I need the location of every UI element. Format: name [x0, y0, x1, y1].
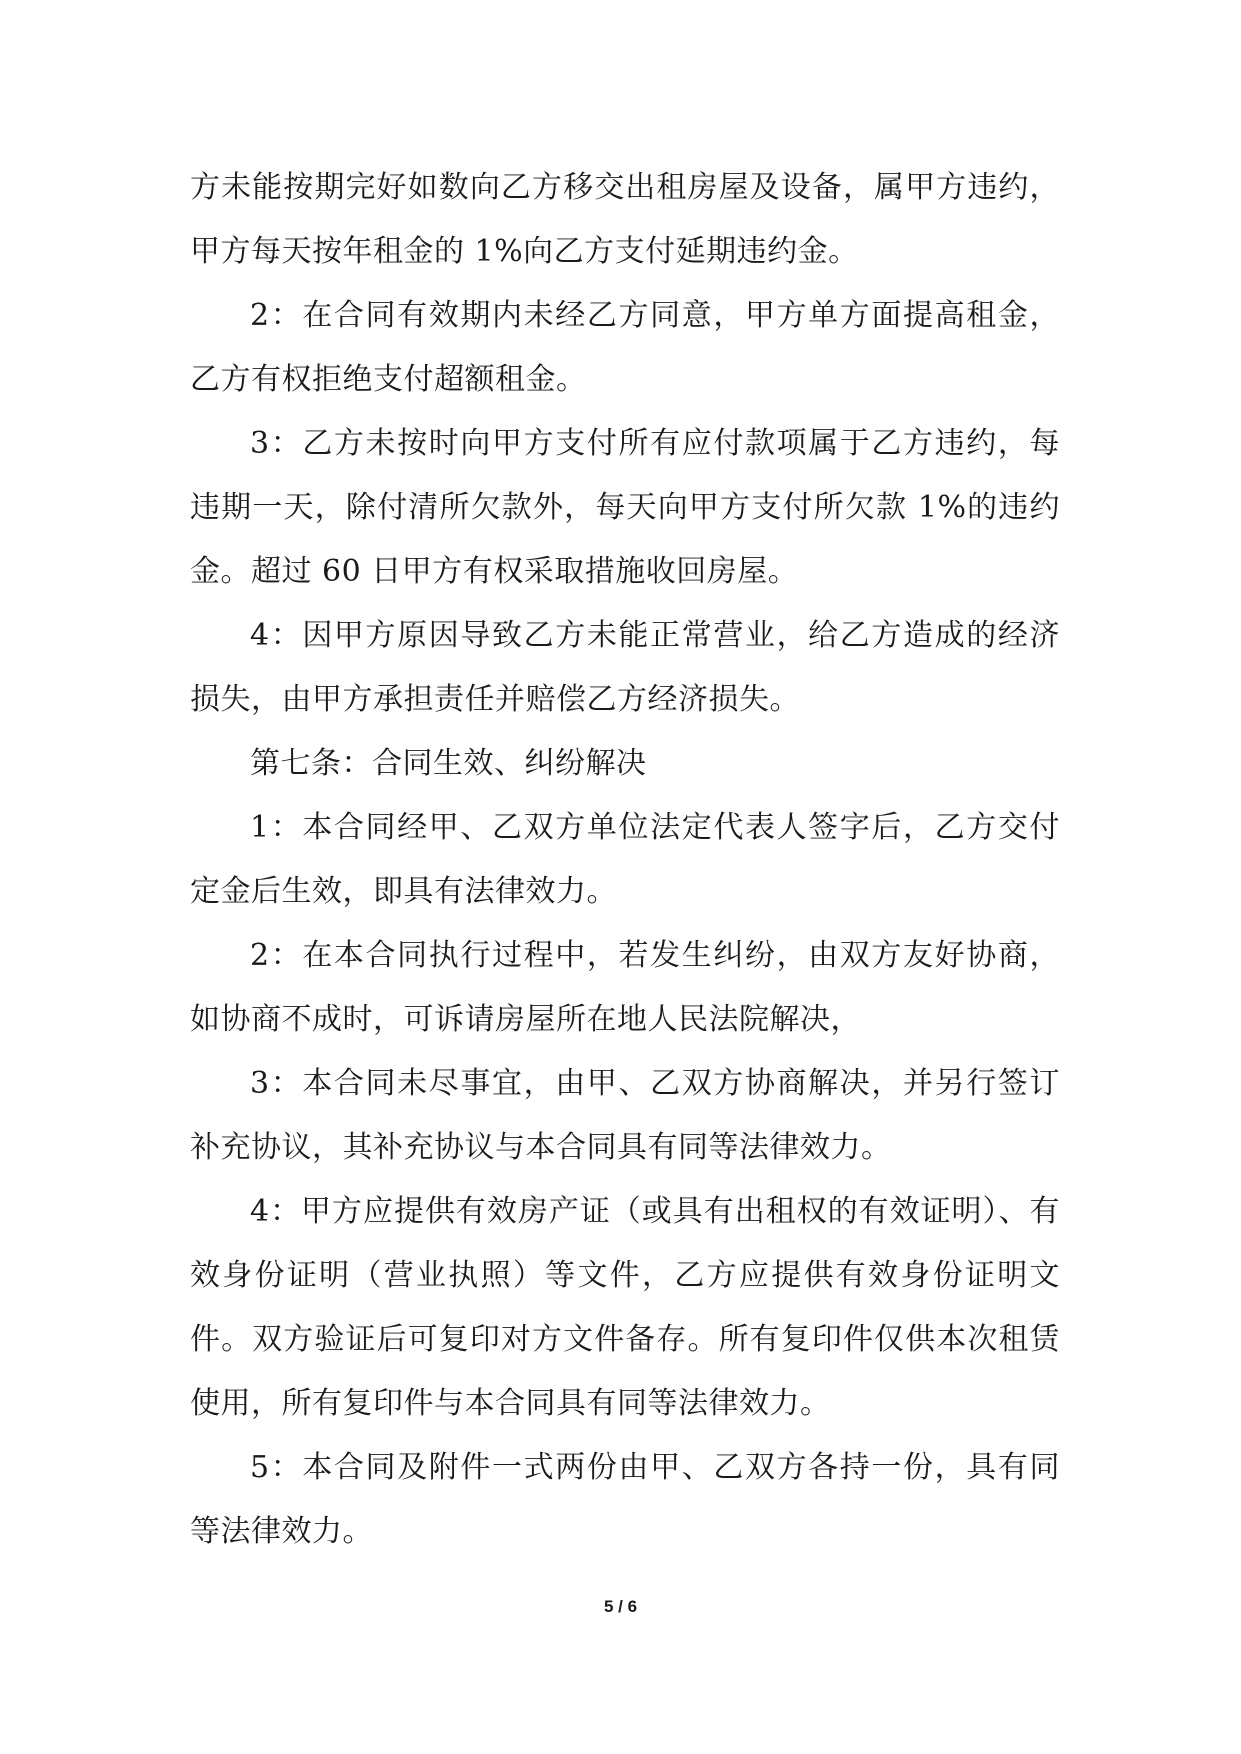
paragraph-article-7-clause-3: 3：本合同未尽事宜，由甲、乙双方协商解决，并另行签订补充协议，其补充协议与本合同具有同等法律效力。: [190, 1066, 1060, 1165]
paragraph-clause-4: 4：因甲方原因导致乙方未能正常营业，给乙方造成的经济损失，由甲方承担责任并赔偿乙方经济损失。: [190, 618, 1060, 717]
paragraph-clause-2: 2：在合同有效期内未经乙方同意，甲方单方面提高租金，乙方有权拒绝支付超额租金。: [190, 298, 1060, 397]
paragraph-continuation: 方未能按期完好如数向乙方移交出租房屋及设备，属甲方违约，甲方每天按年租金的 1%向乙方支付延期违约金。: [190, 170, 1060, 269]
paragraph-article-7-clause-4: 4：甲方应提供有效房产证（或具有出租权的有效证明）、有效身份证明（营业执照）等文件，乙方应提供有效身份证明文件。双方验证后可复印对方文件备存。所有复印件仅供本次租赁使用，所有复印件与本合同具有同等法律效力。: [190, 1194, 1060, 1421]
page-number: 5 / 6: [603, 1597, 638, 1616]
paragraph-article-7-clause-1: 1：本合同经甲、乙双方单位法定代表人签字后，乙方交付定金后生效，即具有法律效力。: [190, 810, 1060, 909]
document-body: [190, 156, 1060, 1564]
section-heading-article-7: 第七条：合同生效、纠纷解决: [250, 746, 647, 781]
paragraph-clause-3: 3：乙方未按时向甲方支付所有应付款项属于乙方违约，每违期一天，除付清所欠款外，每天向甲方支付所欠款 1%的违约金。超过 60 日甲方有权采取措施收回房屋。: [190, 426, 1060, 589]
paragraph-article-7-clause-5: 5：本合同及附件一式两份由甲、乙双方各持一份，具有同等法律效力。: [190, 1450, 1060, 1549]
paragraph-article-7-clause-2: 2：在本合同执行过程中，若发生纠纷，由双方友好协商，如协商不成时，可诉请房屋所在地人民法院解决，: [190, 938, 1060, 1037]
